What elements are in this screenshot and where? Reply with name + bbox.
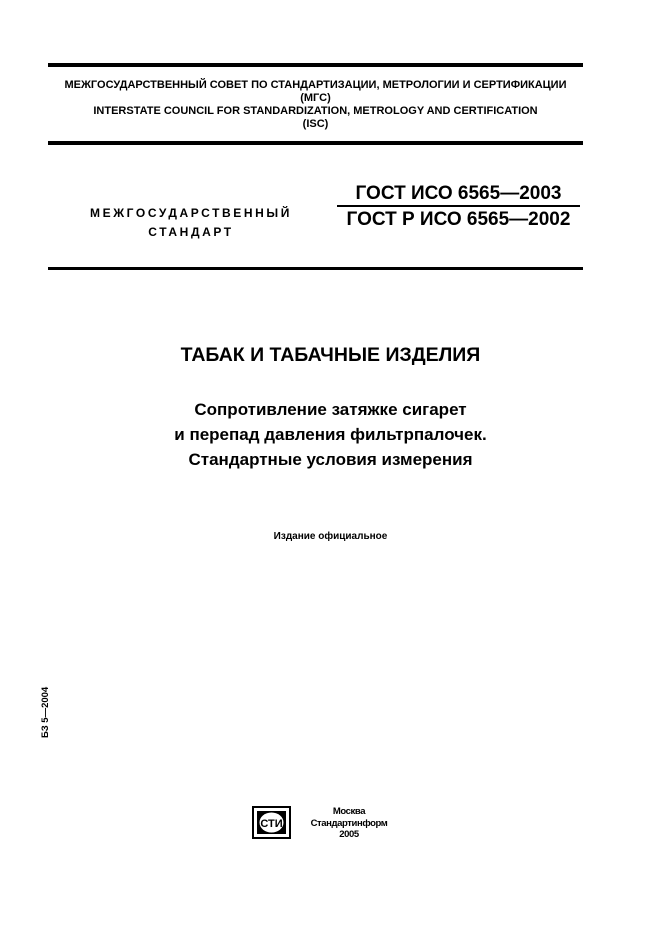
standard-label-line1: МЕЖГОСУДАРСТВЕННЫЙ [90,206,292,220]
standard-bottom-rule [48,267,583,270]
publisher-name: Стандартинформ [310,817,388,829]
council-ru-abbr: (МГС) [300,92,331,104]
main-title: ТАБАК И ТАБАЧНЫЕ ИЗДЕЛИЯ [180,344,481,366]
standard-label-line2: СТАНДАРТ [148,225,234,239]
header-bottom-rule [48,141,583,145]
council-en: INTERSTATE COUNCIL FOR STANDARDIZATION, METROLOGY AND CERTIFICATION [93,105,538,117]
publisher-city: Москва [332,806,366,817]
subtitle-line-1: Сопротивление затяжке сигарет [194,400,467,419]
council-ru: МЕЖГОСУДАРСТВЕННЫЙ СОВЕТ ПО СТАНДАРТИЗАЦИИ, МЕТРОЛОГИИ И СЕРТИФИКАЦИИ [64,79,567,91]
subtitle-line-2: и перепад давления фильтрпалочек. [174,425,487,444]
publisher-block [300,806,398,841]
gost-number-2: ГОСТ Р ИСО 6565—2002 [346,209,571,230]
council-en-abbr: (ISC) [302,118,329,130]
subtitle-line-3: Стандартные условия измерения [188,450,473,469]
standartinform-logo-icon [252,806,291,839]
gost-number-1: ГОСТ ИСО 6565—2003 [355,183,562,204]
subtitle [0,397,661,472]
edition-note: Издание официальное [273,531,388,542]
logo-text: СТИ [260,818,283,830]
gost-divider [337,205,580,207]
publisher-year: 2005 [339,829,359,840]
side-code: БЗ 5—2004 [40,686,51,738]
top-rule [48,63,583,67]
